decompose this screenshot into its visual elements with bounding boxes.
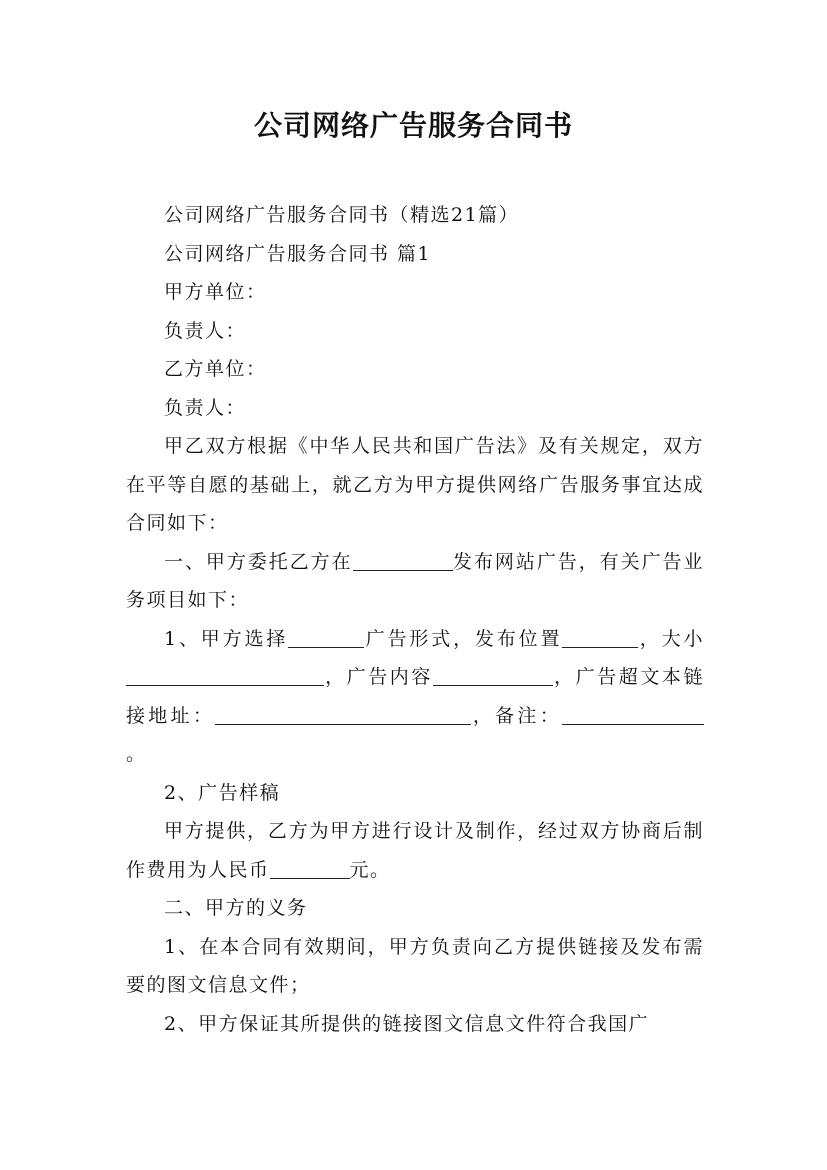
item-one-text-f: ，备注： [471, 704, 562, 727]
item-one-text-c: ，大小 [638, 627, 704, 650]
clause-one-paragraph [126, 543, 704, 620]
item-one-text-d: ，广告内容 [324, 666, 433, 688]
clause-one-text-b: 发布网站广告，有关广告业务项目如下： [126, 550, 704, 611]
blank-line [562, 628, 638, 648]
item-one-text-e: ，广告超文本链接地址： [126, 666, 704, 727]
item-two-heading: 2、广告样稿 [164, 781, 281, 804]
obligation-one-paragraph: 1、在本合同有效期间，甲方负责向乙方提供链接及发布需要的图文信息文件； [126, 935, 704, 996]
blank-line [353, 551, 453, 571]
party-b-representative: 负责人： [164, 396, 247, 419]
blank-line [562, 705, 704, 725]
party-a-unit: 甲方单位： [164, 281, 267, 303]
item-one-text-b: 广告形式，发布位置 [364, 627, 563, 650]
item-two-text-a: 甲方提供，乙方为甲方进行设计及制作，经过双方协商后制作费用为人民币 [126, 820, 704, 881]
party-b-unit: 乙方单位： [164, 358, 267, 380]
item-one-text-a: 1、甲方选择 [164, 627, 289, 650]
subtitle-line: 公司网络广告服务合同书（精选21篇） [164, 204, 520, 226]
blank-line [433, 666, 553, 686]
preamble-paragraph: 甲乙双方根据《中华人民共和国广告法》及有关规定，双方在平等自愿的基础上，就乙方为甲方提供网络广告服务事宜达成合同如下： [126, 435, 704, 534]
item-one-text-g: 。 [126, 743, 147, 765]
blank-line [215, 705, 471, 725]
document-body [126, 196, 704, 1043]
document-title: 公司网络广告服务合同书 [253, 109, 573, 142]
item-two-paragraph [126, 812, 704, 889]
blank-line [126, 666, 324, 686]
clause-one-text-a: 一、甲方委托乙方在 [164, 550, 353, 573]
obligation-two-paragraph: 2、甲方保证其所提供的链接图文信息文件符合我国广 [164, 1012, 650, 1035]
item-one-paragraph [126, 620, 704, 774]
party-a-representative: 负责人： [164, 319, 247, 342]
blank-line [288, 628, 364, 648]
section-two-heading: 二、甲方的义务 [164, 897, 308, 919]
blank-line [270, 859, 350, 879]
item-two-text-b: 元。 [349, 858, 391, 881]
section-heading: 公司网络广告服务合同书 篇1 [164, 242, 432, 265]
